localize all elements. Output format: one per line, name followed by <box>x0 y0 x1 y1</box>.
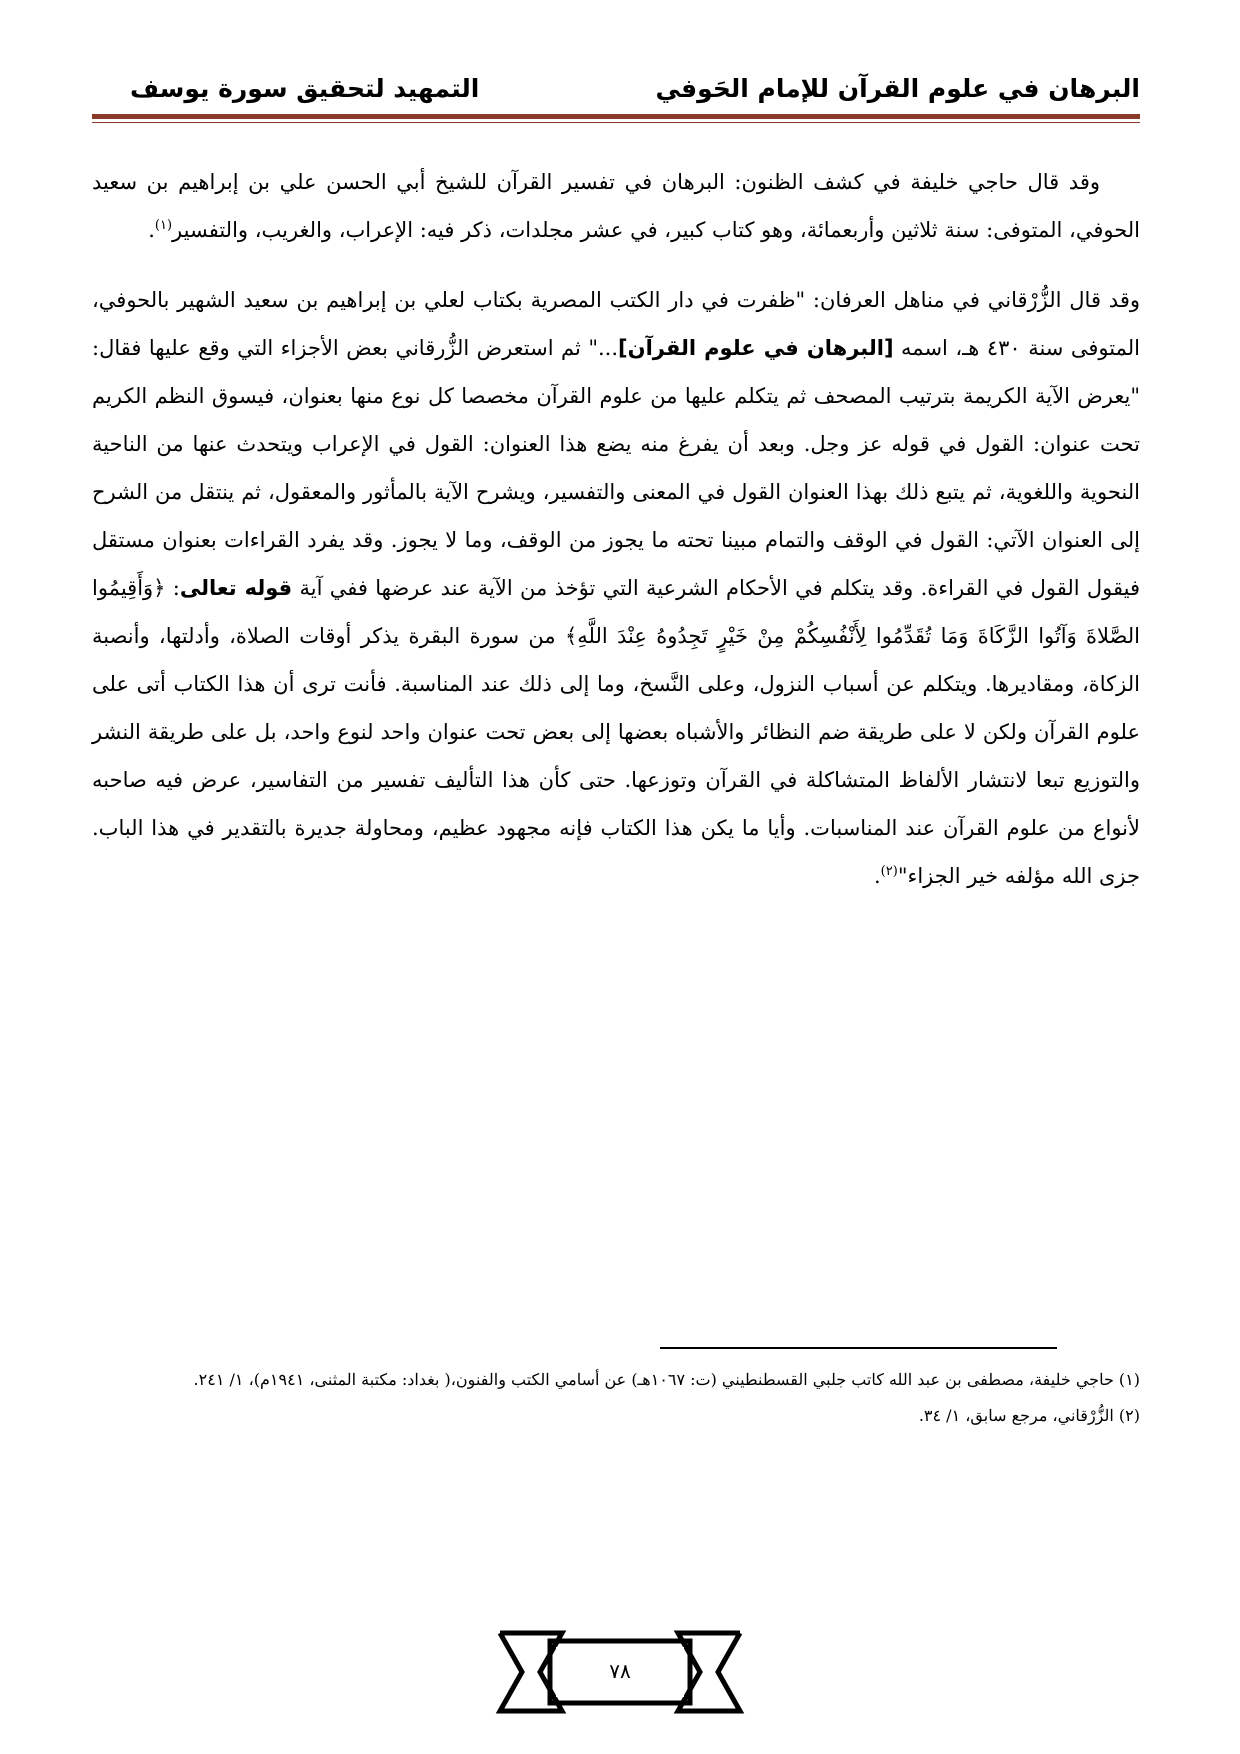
footnote-ref-2[interactable]: (٢) <box>880 864 898 879</box>
verse-intro: قوله تعالى <box>179 576 293 600</box>
verse-colon: : <box>165 576 180 600</box>
footnote-separator <box>660 1347 1057 1349</box>
footnotes <box>92 1362 1140 1434</box>
section-title: التمهيد لتحقيق سورة يوسف <box>130 74 480 103</box>
footnote-2: (٢) الزُّرْقاني، مرجع سابق، ١/ ٣٤. <box>918 1406 1140 1425</box>
page-number-ornament <box>492 1625 748 1720</box>
main-text <box>92 158 1140 900</box>
paragraph-2 <box>92 276 1140 900</box>
header-rule-thick <box>92 114 1140 119</box>
footnote-1: (١) حاجي خليفة، مصطفى بن عبد الله كاتب جلبي القسطنطيني (ت: ١٠٦٧هـ) عن أسامي الكتب والفنون،( بغداد: مكتبة المثنى، ١٩٤١م)، ١/ ٢٤١. <box>193 1370 1140 1389</box>
paragraph-2-text-b: ..." ثم استعرض الزُّرقاني بعض الأجزاء التي وقع عليها فقال: "يعرض الآية الكريمة بترتيب المصحف ثم يتكلم عليها من علوم القرآن مخصصا كل نوع منها بعنوان، فيسوق النظم الكريم تحت عنوان: القول في قوله عز وجل. وبعد أن يفرغ منه يضع هذا العنوان: القول في الإعراب ويتحدث عنها من الناحية النحوية واللغوية، ثم يتبع ذلك بهذا العنوان القول في المعنى والتفسير، ويشرح الآية بالمأثور والمعقول، ثم ينتقل من الشرح إلى العنوان الآتي: القول في الوقف والتمام مبينا تحته ما يجوز من الوقف، وما لا يجوز. وقد يفرد القراءات بعنوان مستقل فيقول القول في القراءة. وقد يتكلم في الأحكام الشرعية التي تؤخذ من الآية عند عرضها ففي آية <box>92 336 1140 600</box>
paragraph-2-text-c: من سورة البقرة يذكر أوقات الصلاة، وأدلتها، وأنصبة الزكاة، ومقاديرها. ويتكلم عن أسباب النزول، وعلى النَّسخ، وما إلى ذلك عند المناسبة. فأنت ترى أن هذا الكتاب أتى على علوم القرآن ولكن لا على طريقة ضم النظائر والأشباه بعضها إلى بعض تحت عنوان واحد لنوع واحد، بل على طريقة النشر والتوزيع تبعا لانتشار الألفاظ المتشاكلة في القرآن وتوزعها. حتى كأن هذا التأليف تفسير من التفاسير، عرض فيه صاحبه لأنواع من علوم القرآن عند المناسبات. وأيا ما يكن هذا الكتاب فإنه مجهود عظيم، ومحاولة جديرة بالتقدير في هذا الباب. جزى الله مؤلفه خير الجزاء" <box>92 624 1140 888</box>
book-title-citation: [البرهان في علوم القرآن] <box>618 336 894 360</box>
footnote-ref-1[interactable]: (١) <box>154 218 173 233</box>
paragraph-1-text: وقد قال حاجي خليفة في كشف الظنون: البرهان في تفسير القرآن للشيخ أبي الحسن علي بن إبراهيم بن سعيد الحوفي، المتوفى: سنة ثلاثين وأربعمائة، وهو كتاب كبير، في عشر مجلدات، ذكر فيه: الإعراب، والغريب، والتفسير <box>92 170 1140 242</box>
book-title: البرهان في علوم القرآن للإمام الحَوفي <box>655 74 1140 103</box>
header-rule-thin <box>92 122 1140 123</box>
paragraph-2-end: . <box>873 864 881 888</box>
paragraph-2-text-a: وقد قال الزُّرْقاني في مناهل العرفان: "ظفرت في دار الكتب المصرية بكتاب لعلي بن إبراهيم بن سعيد الشهير بالحوفي، المتوفى سنة ٤٣٠ هـ، اسمه <box>92 288 1140 360</box>
page-number: ٧٨ <box>609 1659 631 1683</box>
page-header <box>92 68 1140 112</box>
paragraph-1 <box>92 158 1140 254</box>
paragraph-1-end: . <box>148 218 155 242</box>
quran-verse: ﴿وَأَقِيمُوا الصَّلاةَ وَآتُوا الزَّكَاةَ وَمَا تُقَدِّمُوا لِأَنْفُسِكُمْ مِنْ خَيْرٍ تَجِدُوهُ عِنْدَ اللَّهِ﴾ <box>92 576 1140 648</box>
